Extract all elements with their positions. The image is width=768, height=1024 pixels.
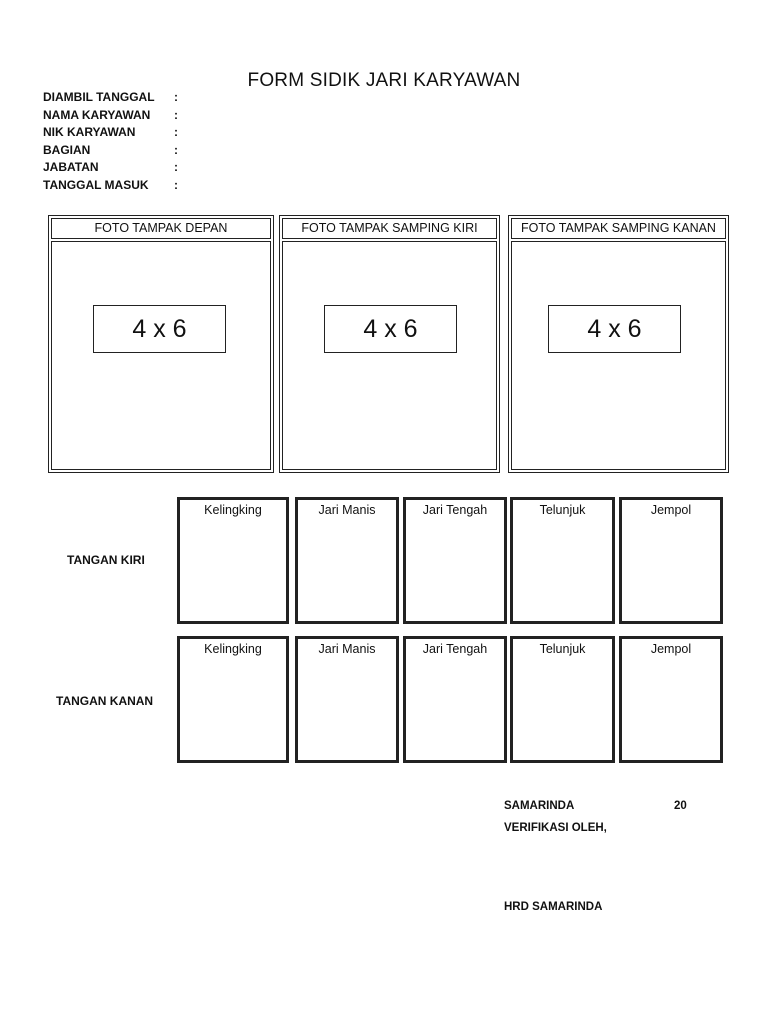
- finger-box-right-jari-manis: Jari Manis: [295, 636, 399, 763]
- finger-box-left-jempol: Jempol: [619, 497, 723, 624]
- photo-area: [511, 241, 726, 470]
- field-colon: :: [174, 125, 178, 139]
- signature-signer: HRD SAMARINDA: [504, 901, 603, 913]
- field-label: TANGGAL MASUK: [43, 177, 149, 192]
- form-title: FORM SIDIK JARI KARYAWAN: [247, 70, 521, 91]
- field-colon: :: [174, 142, 178, 157]
- finger-box-right-telunjuk: Telunjuk: [510, 636, 615, 763]
- finger-box-left-telunjuk: Telunjuk: [510, 497, 615, 624]
- photo-header: FOTO TAMPAK SAMPING KIRI: [282, 218, 497, 239]
- hand-label-left: TANGAN KIRI: [67, 553, 145, 567]
- field-colon: :: [174, 90, 178, 104]
- field-colon: :: [174, 160, 178, 174]
- finger-box-left-jari-manis: Jari Manis: [295, 497, 399, 624]
- hand-label-right: TANGAN KANAN: [56, 694, 154, 708]
- photo-box-right-side: [508, 215, 729, 473]
- finger-box-right-kelingking: Kelingking: [177, 636, 289, 763]
- field-colon: :: [174, 177, 178, 192]
- photo-box-left-side: [279, 215, 500, 473]
- signature-year: 20: [674, 800, 687, 812]
- photo-size-label: 4 x 6: [324, 305, 457, 353]
- finger-box-left-jari-tengah: Jari Tengah: [403, 497, 507, 624]
- field-label: NAMA KARYAWAN: [43, 107, 151, 122]
- field-label: JABATAN: [43, 160, 99, 174]
- photo-header: FOTO TAMPAK SAMPING KANAN: [511, 218, 726, 239]
- photo-size-label: 4 x 6: [548, 305, 681, 353]
- signature-verified-by: VERIFIKASI OLEH,: [504, 822, 607, 834]
- finger-box-right-jari-tengah: Jari Tengah: [403, 636, 507, 763]
- finger-box-right-jempol: Jempol: [619, 636, 723, 763]
- photo-header: FOTO TAMPAK DEPAN: [51, 218, 271, 239]
- field-label: DIAMBIL TANGGAL: [43, 90, 155, 104]
- field-label: BAGIAN: [43, 142, 91, 157]
- photo-area: [282, 241, 497, 470]
- signature-city: SAMARINDA: [504, 800, 575, 812]
- photo-area: [51, 241, 271, 470]
- finger-box-left-kelingking: Kelingking: [177, 497, 289, 624]
- photo-box-front: [48, 215, 274, 473]
- field-label: NIK KARYAWAN: [43, 125, 136, 139]
- photo-size-label: 4 x 6: [93, 305, 226, 353]
- field-colon: :: [174, 107, 178, 122]
